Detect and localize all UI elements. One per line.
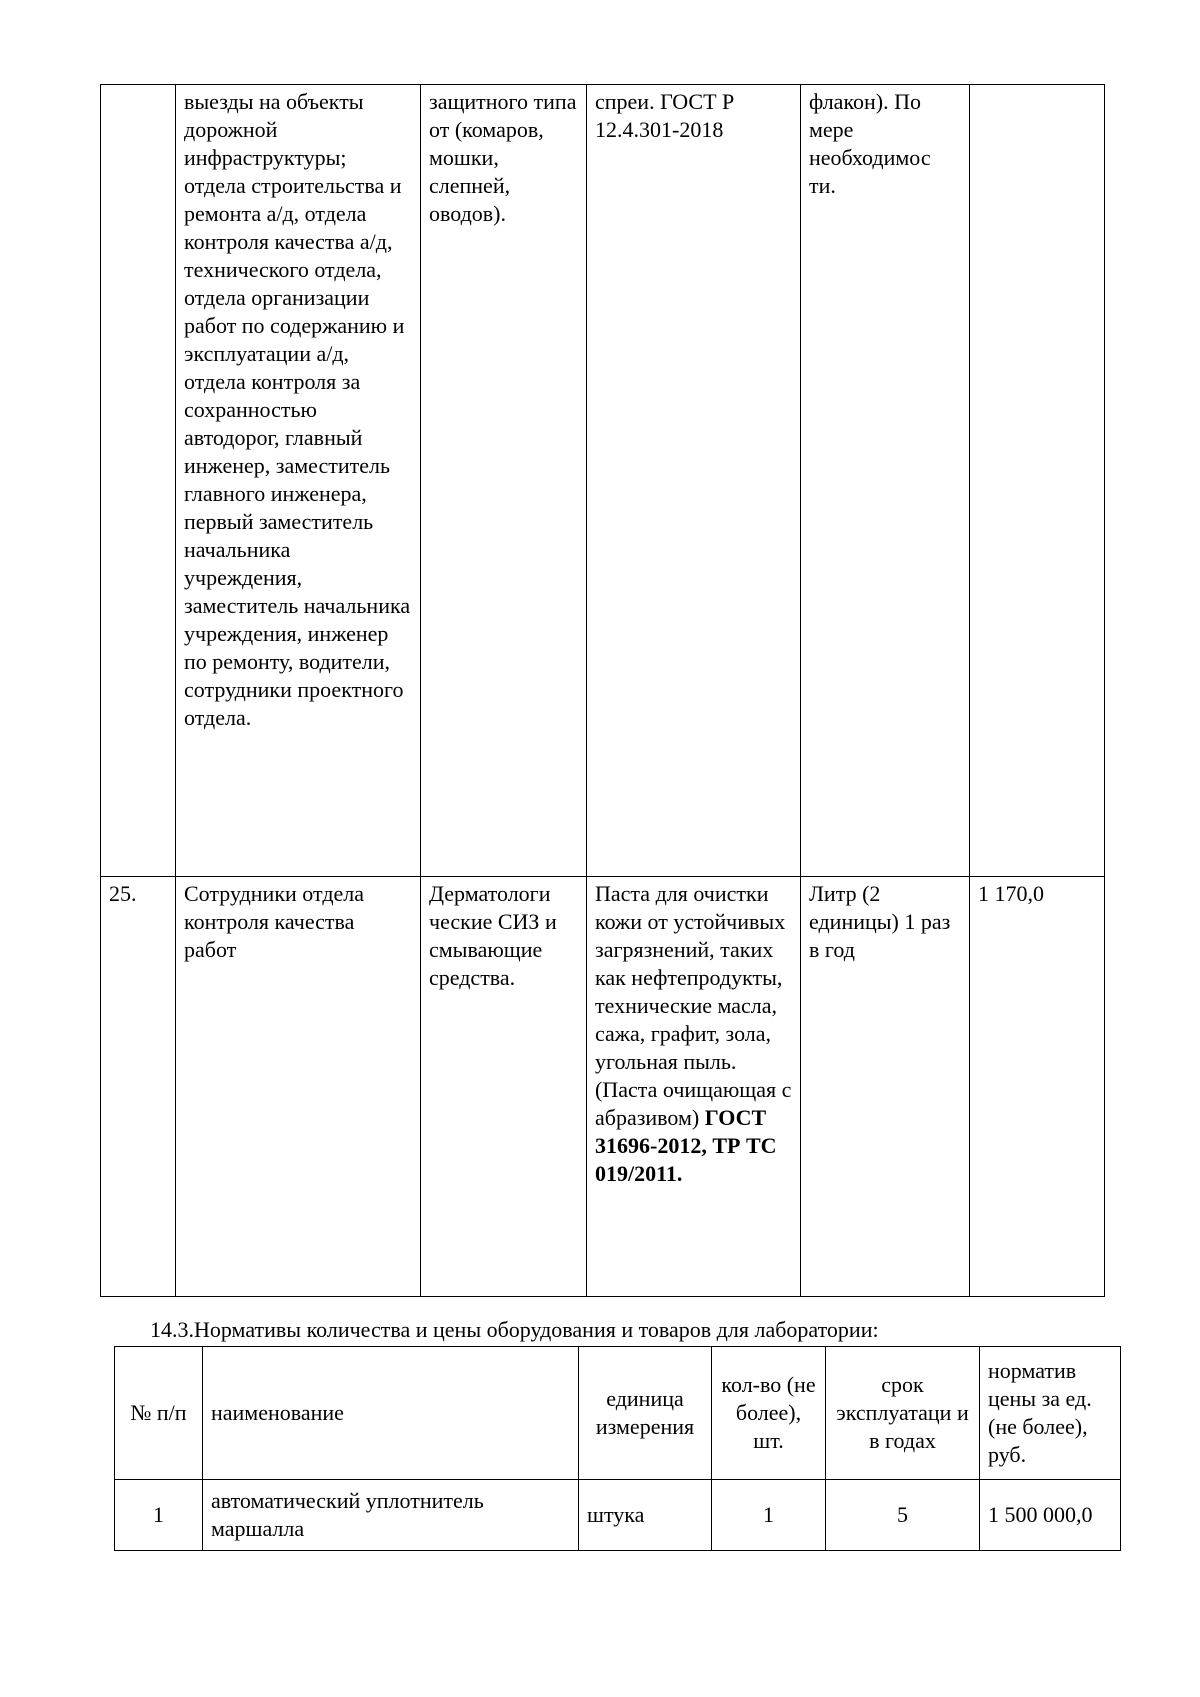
- header-quantity: кол-во (не более), шт.: [712, 1347, 826, 1480]
- price-cell: 1 170,0: [970, 877, 1105, 1297]
- table-row: [115, 1480, 1121, 1551]
- item-description-cell: [587, 877, 801, 1297]
- header-unit: единица измерения: [579, 1347, 712, 1480]
- issue-norm-cell: флакон). По мере необходимос ти.: [801, 85, 970, 877]
- price-cell: [970, 85, 1105, 877]
- item-description-text: Паста для очистки кожи от устойчивых загрязнений, таких как нефтепродукты, технические масла, сажа, графит, зола, угольная пыль.(Паста очищающая с абразивом): [595, 881, 792, 1130]
- item-description-cell: спреи. ГОСТ Р 12.4.301-2018: [587, 85, 801, 877]
- employee-category-cell: выезды на объекты дорожной инфраструктуры; отдела строительства и ремонта а/д, отдела контроля качества а/д, технического отдела, отдела организации работ по содержанию и эксплуатации а/д, отдела контроля за сохранностью автодорог, главный инженер, заместитель главного инженера, первый заместитель начальника учреждения, заместитель начальника учреждения, инженер по ремонту, водители, сотрудники проектного отдела.: [176, 85, 421, 877]
- header-number: № п/п: [115, 1347, 203, 1480]
- protection-type-cell: Дерматологи ческие СИЗ и смывающие средства.: [421, 877, 587, 1297]
- quantity-cell: 1: [712, 1480, 826, 1551]
- row-number-cell: 1: [115, 1480, 203, 1551]
- table-row: [101, 85, 1105, 877]
- section-caption: 14.3.Нормативы количества и цены оборудования и товаров для лаборатории:: [150, 1317, 879, 1342]
- table-row: [101, 877, 1105, 1297]
- row-number-cell: [101, 85, 176, 877]
- equipment-norms-table: [100, 84, 1105, 1297]
- issue-norm-cell: Литр (2 единицы) 1 раз в год: [801, 877, 970, 1297]
- header-service-life: срок эксплуатаци и в годах: [826, 1347, 980, 1480]
- item-standards-text: ГОСТ 31696-2012, ТР ТС 019/2011.: [595, 1105, 777, 1186]
- lab-equipment-table: [114, 1346, 1121, 1551]
- item-name-cell: автоматический уплотнитель маршалла: [203, 1480, 579, 1551]
- unit-cell: штука: [579, 1480, 712, 1551]
- header-name: наименование: [203, 1347, 579, 1480]
- service-life-cell: 5: [826, 1480, 980, 1551]
- protection-type-cell: защитного типа от (комаров, мошки, слепней, оводов).: [421, 85, 587, 877]
- price-cell: 1 500 000,0: [980, 1480, 1121, 1551]
- table-header-row: [115, 1347, 1121, 1480]
- row-number-cell: 25.: [101, 877, 176, 1297]
- header-price-norm: норматив цены за ед. (не более), руб.: [980, 1347, 1121, 1480]
- employee-category-cell: Сотрудники отдела контроля качества работ: [176, 877, 421, 1297]
